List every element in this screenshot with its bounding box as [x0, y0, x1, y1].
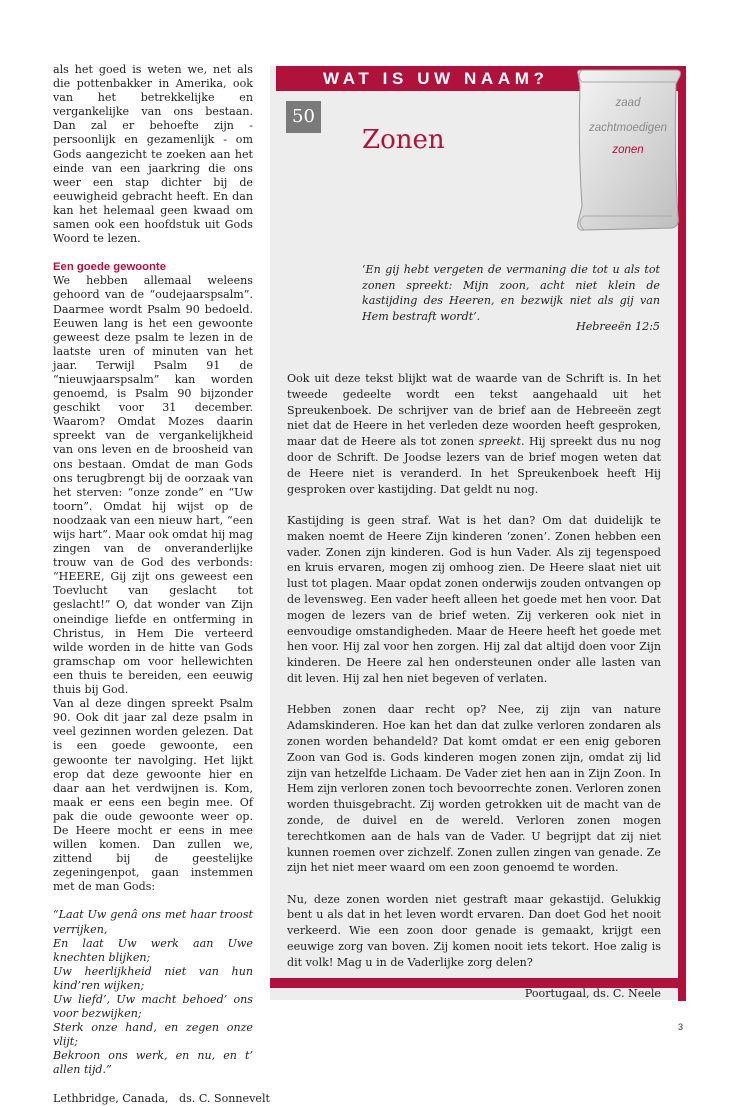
quote-line: Uw liefd’, Uw macht behoed’ ons voor bezwijken;: [53, 993, 253, 1021]
header-title: WAT IS UW NAAM?: [323, 69, 549, 88]
body-paragraph-4: Nu, deze zonen worden niet gestraft maar gekastijd. Gelukkig bent u als dat in het leven wordt ervaren. Dan doet God het nooit verkeerd. Wie een zoon door genade is gemaakt, krijgt een eeuwige zorg van boven. Zij komen nooit iets tekort. Hoe zalig is dit volk! Mag u in de Vaderlijke zorg delen?: [287, 892, 661, 969]
body-paragraph-2: Kastijding is geen straf. Wat is het dan? Om dat duidelijk te maken noemt de Heere Zijn kinderen ‘zonen’. Zonen hebben een vader. Zonen zijn kinderen. God is hun Vader. Als zij tegenspoed en kruis ervaren, mogen zij omhoog zien. De Heere slaat niet uit lust tot plagen. Maar opdat zonen onderwijs zouden ontvangen op de levensweg. Een vader heeft alleen het goede met hen voor. Dat mogen de lezers van de brief weten. Zij verkeren ook niet in eenvoudige omstandigheden. Maar de Heere heeft het goede met hen voor. Hij zal voor hen zorgen. Hij zal dat altijd doen voor Zijn kinderen. De Heere zal hen ondersteunen onder alle lasten van dit leven. Hij zal hen niet begeven of verlaten.: [287, 513, 661, 685]
quote-line: Bekroon ons werk, en nu, en t’ allen tijd.”: [53, 1049, 253, 1077]
left-paragraph-2: We hebben allemaal weleens gehoord van de “oudejaarspsalm”. Daarmee wordt Psalm 90 bedoeld. Eeuwen lang is het een gewoonte geweest deze psalm te lezen in de laatste uren of minuten van het jaar. Terwijl Psalm 91 de “nieuwjaarspsalm” kan worden genoemd, is Psalm 90 bijzonder geschikt voor 31 december. Waarom? Omdat Mozes daarin spreekt van de vergankelijkheid van ons leven en de broosheid van ons bestaan. Omdat de man Gods ons terugbrengt bij de oorzaak van het sterven: “onze zonde” en “Uw toorn”. Omdat hij wijst op de noodzaak van een nieuw hart, “een wijs hart”. Maar ook omdat hij mag zingen van de onveranderlijke trouw van de God des verbonds: “HEERE, Gij zijt ons geweest een Toevlucht van geslacht tot geslacht!” O, dat wonder van Zijn oneindige liefde en ontferming in Christus, in Hem Die verteerd wilde worden in de hitte van Gods gramschap om voor hellewichten een thuis te bereiden, een eeuwig thuis bij God.: [53, 274, 253, 697]
body-paragraph-3: Hebben zonen daar recht op? Nee, zij zijn van nature Adamskinderen. Hoe kan het dan dat zulke verloren zondaren als zonen worden behandeld? Dat komt omdat er een enig geboren Zoon van God is. Gods kinderen mogen zonen zijn, omdat zij lid zijn van hetzelfde Lichaam. De Vader ziet hen aan in Zijn Zoon. In Hem zijn verloren zonen toch bevoorrechte zonen. Verloren zonen worden thuisgebracht. Zij worden getrokken uit de macht van de zonde, de duivel en de wereld. Verloren zonen mogen terechtkomen aan de hals van de Vader. U begrijpt dat zij niet kunnen roemen over zichzelf. Zonen zullen zingen van genade. Ze zijn het niet meer waard om een zoon genoemd te worden.: [287, 703, 661, 875]
quote-line: Sterk onze hand, en zegen onze vlijt;: [53, 1021, 253, 1049]
page-number: 3: [678, 1022, 684, 1032]
scroll-word: zonen: [612, 144, 644, 156]
article-title: Zonen: [362, 125, 445, 155]
article-number: 50: [286, 101, 321, 133]
left-signature: Lethbridge, Canada, ds. C. Sonnevelt: [53, 1091, 270, 1105]
body-emphasis: spreekt: [478, 435, 521, 449]
quote-line: Uw heerlijkheid niet van hun kind’ren wijken;: [53, 964, 253, 992]
left-column: [53, 63, 270, 1106]
psalm-quote: [53, 908, 253, 1077]
section-heading: Een goede gewoonte: [53, 261, 166, 274]
scroll-word: zaad: [615, 97, 641, 109]
body-text: Ook uit deze tekst blijkt wat de waarde van de Schrift is. In het tweede gedeelte wordt een tekst aangehaald uit het Spreukenboek. De schrijver van de brief aan de Hebreeën zegt niet dat de Heere in het verleden deze woorden heeft gesproken, maar dat de Heere als tot zonen: [287, 372, 661, 449]
quote-line: En laat Uw werk aan Uwe knechten blijken;: [53, 936, 253, 964]
article-body: [287, 371, 661, 1018]
body-paragraph-1: [287, 371, 661, 497]
left-paragraph-3: Van al deze dingen spreekt Psalm 90. Ook dit jaar zal deze psalm in veel gezinnen worden gelezen. Dat is een goede gewoonte, een gewoonte ter navolging. Het lijkt erop dat deze gewoonte hier en daar aan het verdwijnen is. Kom, maak er eens een begin mee. Of pak die oude gewoonte weer op. De Heere mocht er eens in mee willen komen. Dan zullen we, zittend bij de geestelijke zegeningenpot, gaan instemmen met de man Gods:: [53, 697, 253, 894]
article-signature: Poortugaal, ds. C. Neele: [524, 987, 661, 1001]
body-text: . Hij spreekt dus nu nog door de Schrift. De Joodse lezers van de brief mogen weten dat de Heere niet is veranderd. In het Spreukenboek heeft Hij gesproken over kastijding. Dat geldt nu nog.: [287, 435, 661, 496]
bible-motto: ‘En gij hebt vergeten de vermaning die tot u als tot zonen spreekt: Mijn zoon, acht niet klein de kastijding des Heeren, en bezwijk niet als gij van Hem bestraft wordt’.: [362, 263, 660, 323]
scroll-illustration: [572, 66, 684, 236]
quote-line: “Laat Uw genâ ons met haar troost verrijken,: [53, 908, 253, 936]
bible-reference: Hebreeën 12:5: [576, 320, 660, 333]
scroll-word: zachtmoedigen: [589, 122, 667, 134]
left-paragraph-1: als het goed is weten we, net als die pottenbakker in Amerika, ook van het betrekkelijke en vergankelijke van ons bestaan. Dan zal er behoefte zijn - persoonlijk en gezamenlijk - om Gods aangezicht te zoeken aan het einde van een jaarkring die ons weer een stap dichter bij de eeuwigheid gebracht heeft. En dan kan het helemaal geen kwaad om samen ook een hoofdstuk uit Gods Woord te lezen.: [53, 63, 253, 246]
